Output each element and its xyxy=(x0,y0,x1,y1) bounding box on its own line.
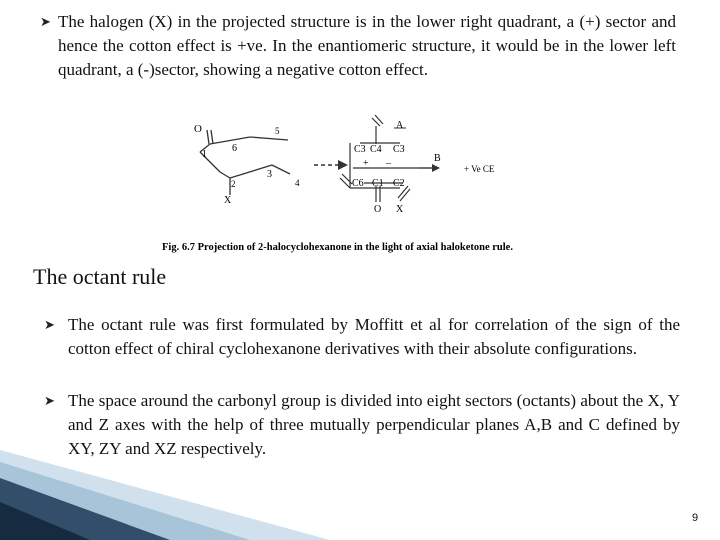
atom-label: X xyxy=(224,195,232,206)
bullet-text: The octant rule was first formulated by Moffitt et al for correlation of the sign of the cotton effect of chiral cyclohexanone derivatives with their absolute configurations. xyxy=(68,315,680,358)
atom-label: C6 xyxy=(352,178,364,189)
page-number: 9 xyxy=(692,512,699,524)
arrowhead-icon xyxy=(432,164,440,172)
sign-label: – xyxy=(386,158,391,169)
figure xyxy=(150,110,540,260)
atom-label: O xyxy=(194,123,202,135)
bullet-text: The space around the carbonyl group is divided into eight sectors (octants) about the X, Y and Z axes with the help of three mutually perpendicular planes A,B and C defined by XY, ZY and XZ respectively. xyxy=(68,391,680,458)
section-heading: The octant rule xyxy=(33,264,167,289)
plane-label: A xyxy=(396,120,404,131)
atom-label: C1 xyxy=(372,178,384,189)
atom-label: 5 xyxy=(275,126,280,136)
transform-arrow-icon xyxy=(314,160,348,170)
atom-label: 4 xyxy=(295,178,300,188)
cyclohexanone-structure xyxy=(200,130,290,195)
atom-label: X xyxy=(396,204,404,215)
atom-label: C3 xyxy=(393,144,405,155)
arrowhead-bullet-icon: ➤ xyxy=(40,14,51,29)
atom-label: 6 xyxy=(232,143,237,154)
arrowhead-bullet-icon: ➤ xyxy=(44,317,55,332)
arrowhead-bullet-icon: ➤ xyxy=(44,393,55,408)
atom-label: 3 xyxy=(267,169,272,180)
atom-label: C2 xyxy=(393,178,405,189)
plane-label: B xyxy=(434,153,441,164)
atom-label: C4 xyxy=(370,144,382,155)
sign-label: + xyxy=(363,158,369,169)
bullet-item xyxy=(40,10,680,82)
atom-label: 1 xyxy=(202,149,207,160)
bullet-item xyxy=(44,313,680,361)
atom-label: O xyxy=(374,204,382,215)
figure-caption: Fig. 6.7 Projection of 2-halocyclohexanone in the light of axial haloketone rule. xyxy=(162,242,513,253)
bullet-text: The halogen (X) in the projected structure is in the lower right quadrant, a (+) sector and hence the cotton effect is +ve. In the enantiomeric structure, it would be in the lower left quadrant, a (-)sector, showing a negative cotton effect. xyxy=(58,12,676,79)
cotton-effect-label: + Ve CE xyxy=(464,164,495,174)
decorative-corner-graphic xyxy=(0,450,330,540)
figure-drawing xyxy=(150,110,540,260)
atom-label: C3 xyxy=(354,144,366,155)
atom-label: 2 xyxy=(231,179,236,189)
